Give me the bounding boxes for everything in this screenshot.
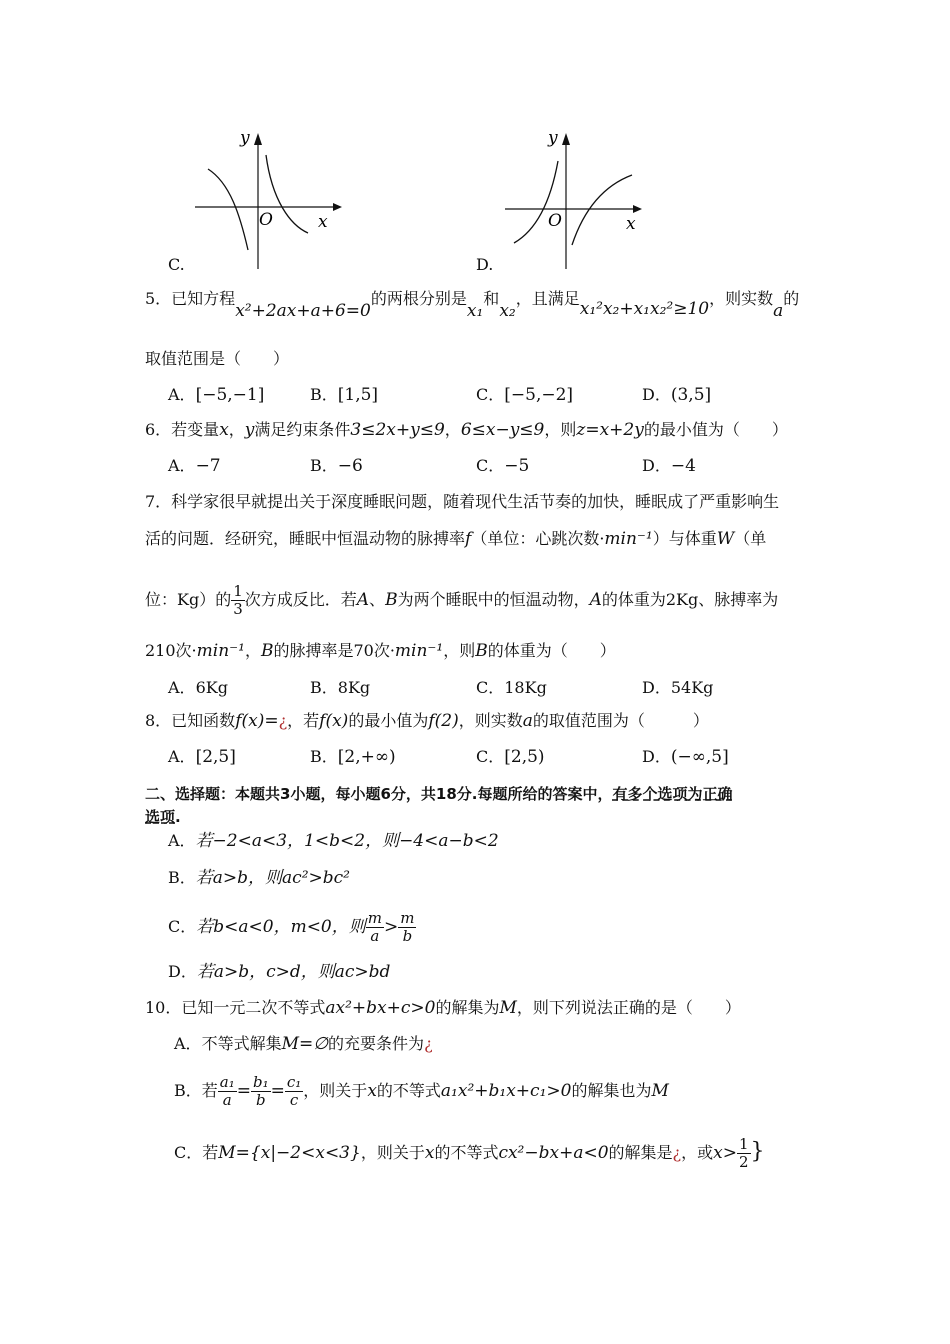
section2-heading-line2: 选项. <box>145 808 181 826</box>
q5-option-a: A．[−5,−1] <box>168 385 265 405</box>
graph-d-x-label: x <box>626 214 636 234</box>
q7-line4: 210次·min⁻¹，B的脉搏率是70次·min⁻¹，则B的体重为（ ） <box>145 641 616 661</box>
q5-line1 <box>145 288 800 321</box>
q5-root2: x₂ <box>499 301 516 321</box>
graph-c-x-label: x <box>318 212 328 232</box>
graph-d-origin-label: O <box>548 211 562 231</box>
q7-line1: 7．科学家很早就提出关于深度睡眠问题，随着现代生活节奏的加快，睡眠成了严重影响生 <box>145 492 780 511</box>
q7-option-c: C．18Kg <box>476 678 547 697</box>
q7-line3: 位：Kg）的 $\frac{1}{3}$ 次方成反比．若A、B为两个睡眠中的恒温动物，A的体重为2Kg、脉搏率为 <box>145 582 779 618</box>
q9-option-d: D．若a>b，c>d，则ac>bd <box>168 962 391 982</box>
graph-c-origin-label: O <box>259 210 273 230</box>
graph-d-y-arrow <box>562 133 570 145</box>
q7-line2: 活的问题．经研究，睡眠中恒温动物的脉搏率f（单位：心跳次数·min⁻¹）与体重W（单 <box>145 529 767 549</box>
q10-option-c: C．若M={x|−2<x<3}，则关于x的不等式cx²−bx+a<0的解集是¿，或x> $\frac{1}{2}$ } <box>174 1135 765 1171</box>
q5-line2: 取值范围是（ ） <box>145 349 290 368</box>
q10-option-a: A．不等式解集M=∅的充要条件为¿ <box>174 1034 433 1054</box>
q9-option-c: C．若b<a<0，m<0，则 $\frac{m}{a}$ > $\frac{m}{b}$ <box>168 909 415 945</box>
graph-d-label: D. <box>476 255 494 274</box>
graph-d-x-arrow <box>633 205 642 213</box>
graph-c-x-arrow <box>333 203 342 211</box>
q9-option-a: A．若−2<a<3，1<b<2，则−4<a−b<2 <box>168 831 499 851</box>
q6-line1: 6．若变量x，y满足约束条件3≤2x+y≤9，6≤x−y≤9，则z=x+2y的最小值为（ ） <box>145 420 788 440</box>
section2-heading: 二、选择题：本题共3小题，每小题6分，共18分.每题所给的答案中，有多个选项为正确 <box>145 785 733 803</box>
graph-c-y-arrow <box>254 133 262 145</box>
graph-c-curve-left <box>208 169 248 250</box>
q5-mid3: ，则实数 <box>709 289 774 308</box>
graph-c-y-label: y <box>240 128 250 148</box>
q5-option-d: D．(3,5] <box>642 385 712 405</box>
q5-option-b: B．[1,5] <box>310 385 379 405</box>
q5-option-c: C．[−5,−2] <box>476 385 574 405</box>
q5-mid1: 的两根分别是 <box>370 289 467 308</box>
q8-option-c: C．[2,5) <box>476 747 545 767</box>
q8-line1: 8．已知函数f(x)=¿，若f(x)的最小值为f(2)，则实数a的取值范围为（ ） <box>145 711 709 731</box>
graph-c-label: C. <box>168 255 185 274</box>
q6-constraint-1: 3≤2x+y≤9 <box>350 420 445 440</box>
q6-objective: z=x+2y <box>576 420 644 440</box>
q7-option-b: B．8Kg <box>310 678 371 697</box>
q5-root1: x₁ <box>466 301 484 321</box>
q5-var: a <box>773 301 784 321</box>
q10-line1: 10．已知一元二次不等式ax²+bx+c>0的解集为M，则下列说法正确的是（ ） <box>145 998 741 1018</box>
q6-constraint-2: 6≤x−y≤9 <box>460 420 545 440</box>
q5-and: 和 <box>483 289 500 308</box>
q9-option-b: B．若a>b，则ac²>bc² <box>168 868 350 888</box>
q5-mid2: ，且满足 <box>515 289 580 308</box>
q5-condition: x₁²x₂+x₁x₂²≥10 <box>579 299 710 319</box>
q8-option-a: A．[2,5] <box>168 747 236 767</box>
q7-option-d: D．54Kg <box>642 678 714 697</box>
graph-d-curve-right <box>572 175 632 245</box>
q6-option-b: B．−6 <box>310 456 363 476</box>
q6-option-c: C．−5 <box>476 456 530 476</box>
q5-prefix: 5．已知方程 <box>145 289 236 308</box>
graph-d <box>500 125 660 275</box>
q8-option-b: B．[2,+∞) <box>310 747 396 767</box>
q6-option-a: A．−7 <box>168 456 221 476</box>
q5-equation: x²+2ax+a+6=0 <box>235 301 371 321</box>
q8-option-d: D．(−∞,5] <box>642 747 729 767</box>
q7-fraction: $\frac{1}{3}$ <box>233 582 243 618</box>
q7-option-a: A．6Kg <box>168 678 228 697</box>
q5-suffix: 的 <box>783 289 800 308</box>
q10-option-b: B．若 $\frac{\text{a₁}}{a}$ = $\frac{\text{b₁}}{b}$ = $\frac{\text{c₁}}{c}$ ，则关于x的不等式a₁x²+b₁x+c₁>0的解集也为M <box>174 1073 669 1109</box>
q6-option-d: D．−4 <box>642 456 696 476</box>
graph-c <box>190 125 350 275</box>
graph-d-y-label: y <box>548 128 558 148</box>
